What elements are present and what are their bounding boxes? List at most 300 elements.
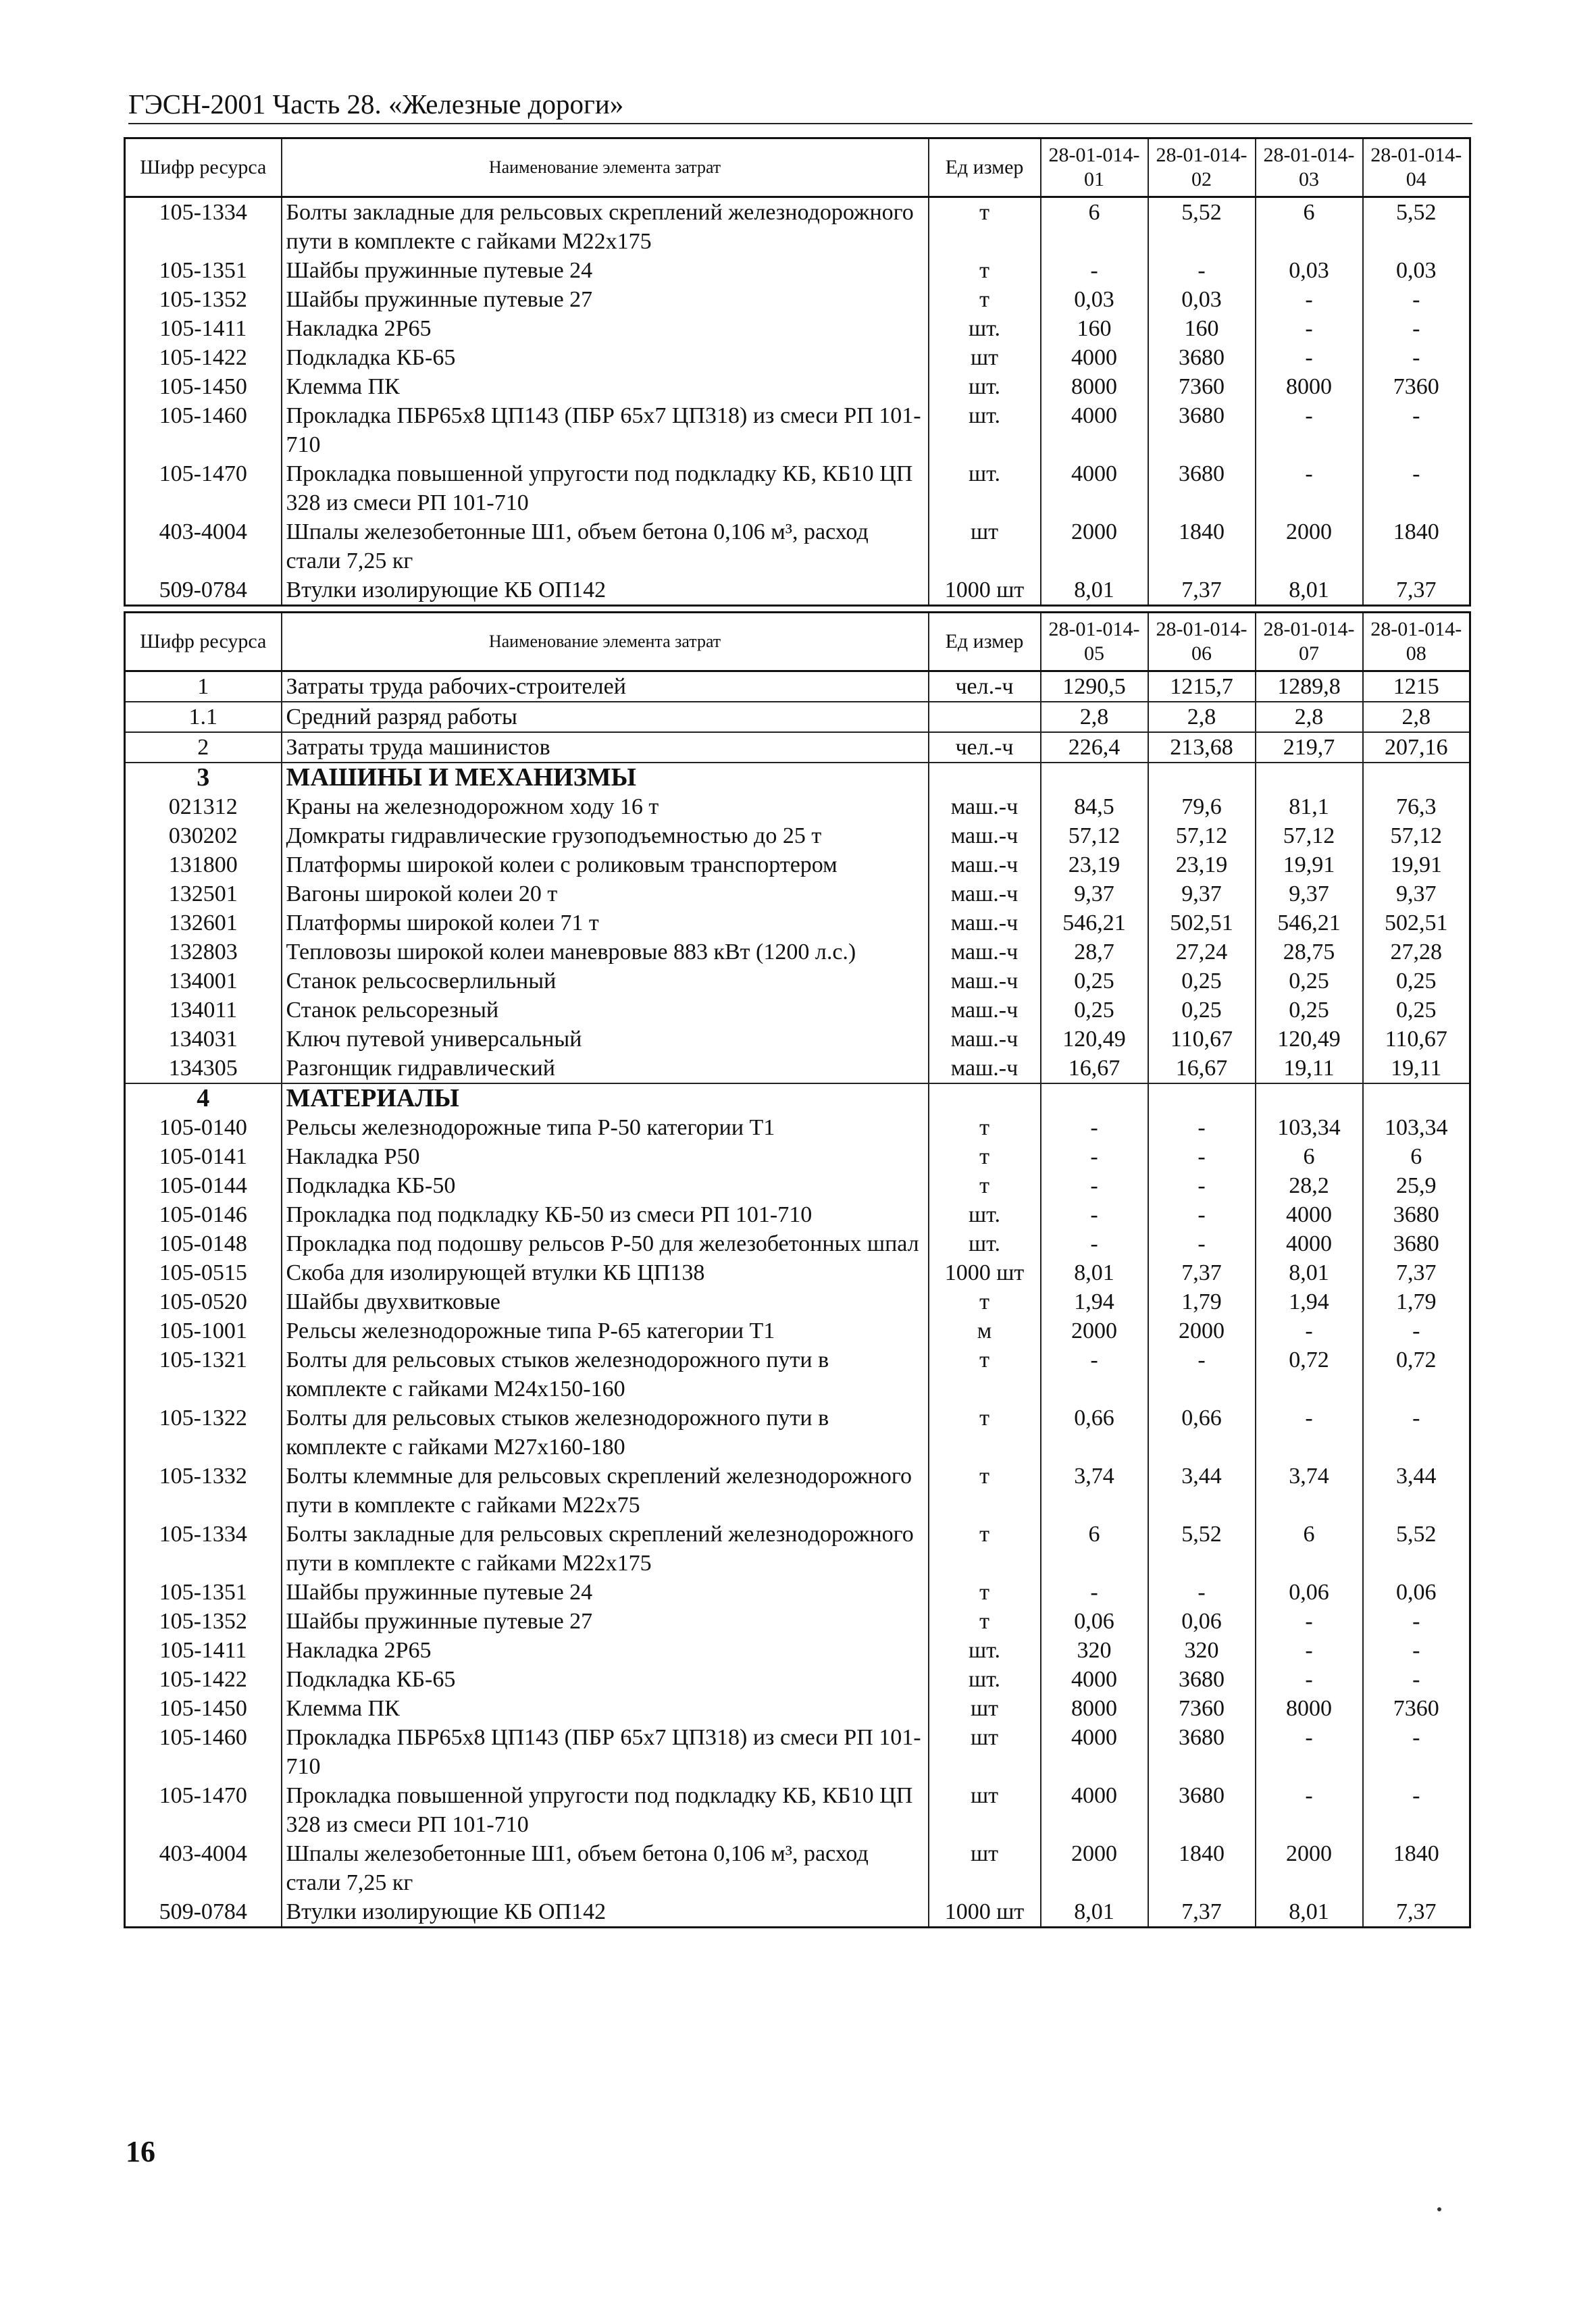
resource-code-cell: 132601	[125, 908, 282, 937]
table-row	[125, 1665, 1470, 1694]
cost-element-name-cell: МАШИНЫ И МЕХАНИЗМЫ	[282, 763, 929, 792]
norm-value-cell: 0,03	[1041, 285, 1148, 314]
norm-value-cell: 19,91	[1256, 850, 1363, 879]
unit-cell: т	[929, 197, 1041, 257]
unit-cell: т	[929, 1607, 1041, 1636]
norm-value-cell: 0,25	[1363, 967, 1470, 996]
norm-value-cell: 1215,7	[1148, 671, 1256, 702]
resource-code-cell: 509-0784	[125, 1897, 282, 1928]
table-row	[125, 996, 1470, 1025]
resource-code-cell: 105-0141	[125, 1142, 282, 1171]
unit-cell: т	[929, 256, 1041, 285]
norm-value-cell: 1840	[1363, 1839, 1470, 1897]
unit-cell: шт	[929, 1839, 1041, 1897]
table-row	[125, 575, 1470, 606]
unit-cell: маш.-ч	[929, 967, 1041, 996]
unit-cell: т	[929, 1113, 1041, 1142]
unit-cell: шт	[929, 343, 1041, 372]
cost-element-name-cell: Подкладка КБ-50	[282, 1171, 929, 1200]
norm-value-cell: 28,7	[1041, 937, 1148, 967]
unit-cell	[929, 763, 1041, 792]
table-header	[125, 613, 1470, 671]
table-row	[125, 1345, 1470, 1404]
header-norm-code: 28-01-014-07	[1256, 613, 1363, 671]
table-row	[125, 702, 1470, 732]
norm-value-cell: 160	[1148, 314, 1256, 343]
unit-cell: 1000 шт	[929, 1258, 1041, 1287]
norm-value-cell: 8000	[1041, 1694, 1148, 1723]
resource-code-cell: 105-1322	[125, 1404, 282, 1462]
resource-code-cell: 134011	[125, 996, 282, 1025]
norm-value-cell: 320	[1041, 1636, 1148, 1665]
cost-element-name-cell: Разгонщик гидравлический	[282, 1054, 929, 1083]
resource-code-cell: 105-1334	[125, 1520, 282, 1578]
norm-value-cell: 2000	[1256, 1839, 1363, 1897]
norm-value-cell: 6	[1363, 1142, 1470, 1171]
resource-code-cell: 3	[125, 763, 282, 792]
resource-code-cell: 021312	[125, 792, 282, 821]
unit-cell: чел.-ч	[929, 732, 1041, 763]
norm-value-cell: 2,8	[1148, 702, 1256, 732]
cost-element-name-cell: Рельсы железнодорожные типа Р-50 категории Т1	[282, 1113, 929, 1142]
unit-cell	[929, 1083, 1041, 1113]
norm-value-cell: 0,03	[1148, 285, 1256, 314]
header-cost-element-name: Наименование элемента затрат	[282, 613, 929, 671]
cost-element-name-cell: Шайбы пружинные путевые 27	[282, 285, 929, 314]
table-row	[125, 1520, 1470, 1578]
resource-code-cell: 105-1351	[125, 1578, 282, 1607]
norm-value-cell: 8,01	[1041, 1258, 1148, 1287]
norm-value-cell: 8,01	[1256, 1258, 1363, 1287]
norm-value-cell: -	[1148, 1229, 1256, 1258]
resource-code-cell: 403-4004	[125, 517, 282, 575]
norm-value-cell: 6	[1041, 1520, 1148, 1578]
resource-code-cell: 1.1	[125, 702, 282, 732]
norm-value-cell: 8,01	[1256, 1897, 1363, 1928]
norm-value-cell: 57,12	[1363, 821, 1470, 850]
norm-value-cell: 25,9	[1363, 1171, 1470, 1200]
norm-value-cell: -	[1148, 256, 1256, 285]
norm-value-cell: 2,8	[1041, 702, 1148, 732]
resource-code-cell: 105-0520	[125, 1287, 282, 1316]
unit-cell: т	[929, 285, 1041, 314]
table-row	[125, 1113, 1470, 1142]
table-row	[125, 197, 1470, 257]
resource-code-cell: 132501	[125, 879, 282, 908]
table-row	[125, 372, 1470, 401]
norm-value-cell: -	[1363, 285, 1470, 314]
resource-code-cell: 4	[125, 1083, 282, 1113]
norm-value-cell: 1,79	[1148, 1287, 1256, 1316]
norm-value-cell: -	[1148, 1171, 1256, 1200]
norm-value-cell: 0,25	[1041, 996, 1148, 1025]
norm-value-cell	[1363, 1083, 1470, 1113]
unit-cell: шт	[929, 517, 1041, 575]
norm-value-cell: 0,72	[1363, 1345, 1470, 1404]
norm-value-cell: 4000	[1256, 1229, 1363, 1258]
unit-cell: шт.	[929, 314, 1041, 343]
cost-element-name-cell: Втулки изолирующие КБ ОП142	[282, 575, 929, 606]
norm-value-cell: 1840	[1148, 517, 1256, 575]
norm-value-cell: 0,72	[1256, 1345, 1363, 1404]
norm-value-cell: 23,19	[1148, 850, 1256, 879]
norm-value-cell: 3680	[1148, 1781, 1256, 1839]
norm-value-cell: 2000	[1148, 1316, 1256, 1345]
resource-code-cell: 105-1332	[125, 1462, 282, 1520]
unit-cell: чел.-ч	[929, 671, 1041, 702]
norm-value-cell: -	[1256, 1781, 1363, 1839]
norm-value-cell: 1,79	[1363, 1287, 1470, 1316]
stray-dot	[1437, 2207, 1441, 2211]
table-row	[125, 1694, 1470, 1723]
table-row	[125, 732, 1470, 763]
cost-element-name-cell: Шайбы пружинные путевые 24	[282, 1578, 929, 1607]
norm-value-cell: 1840	[1148, 1839, 1256, 1897]
cost-element-name-cell: Шпалы железобетонные Ш1, объем бетона 0,106 м³, расход стали 7,25 кг	[282, 517, 929, 575]
norm-value-cell: 3680	[1148, 1665, 1256, 1694]
norm-value-cell: 27,28	[1363, 937, 1470, 967]
norm-value-cell: 0,25	[1148, 967, 1256, 996]
cost-element-name-cell: Рельсы железнодорожные типа Р-65 категории Т1	[282, 1316, 929, 1345]
page-header: ГЭСН-2001 Часть 28. «Железные дороги»	[128, 86, 1472, 124]
norm-value-cell: -	[1256, 1316, 1363, 1345]
table-row	[125, 1404, 1470, 1462]
norm-value-cell: 57,12	[1148, 821, 1256, 850]
table-row	[125, 967, 1470, 996]
cost-element-name-cell: Прокладка повышенной упругости под подкладку КБ, КБ10 ЦП 328 из смеси РП 101-710	[282, 1781, 929, 1839]
norm-value-cell: 8,01	[1256, 575, 1363, 606]
norm-value-cell: 6	[1256, 1520, 1363, 1578]
resource-code-cell: 105-1334	[125, 197, 282, 257]
norm-value-cell: 3680	[1363, 1229, 1470, 1258]
cost-element-name-cell: Скоба для изолирующей втулки КБ ЦП138	[282, 1258, 929, 1287]
norm-value-cell: 19,91	[1363, 850, 1470, 879]
resource-code-cell: 105-0146	[125, 1200, 282, 1229]
resource-code-cell: 105-1352	[125, 1607, 282, 1636]
norm-value-cell: 4000	[1041, 459, 1148, 517]
norm-value-cell: -	[1148, 1200, 1256, 1229]
table-row	[125, 1839, 1470, 1897]
cost-element-name-cell: Болты закладные для рельсовых скреплений железнодорожного пути в комплекте с гайками М22х175	[282, 197, 929, 257]
norm-value-cell: 7,37	[1148, 1258, 1256, 1287]
norm-value-cell: 9,37	[1041, 879, 1148, 908]
cost-element-name-cell: Прокладка ПБР65х8 ЦП143 (ПБР 65х7 ЦП318) из смеси РП 101-710	[282, 1723, 929, 1781]
cost-element-name-cell: Платформы широкой колеи с роликовым транспортером	[282, 850, 929, 879]
unit-cell: маш.-ч	[929, 792, 1041, 821]
norm-value-cell: 81,1	[1256, 792, 1363, 821]
norm-value-cell: 213,68	[1148, 732, 1256, 763]
norm-value-cell	[1256, 763, 1363, 792]
norm-value-cell: -	[1041, 1345, 1148, 1404]
norm-value-cell: 8000	[1256, 1694, 1363, 1723]
cost-element-name-cell: Болты для рельсовых стыков железнодорожного пути в комплекте с гайками М27х160-180	[282, 1404, 929, 1462]
section-row	[125, 763, 1470, 792]
norm-value-cell: 103,34	[1363, 1113, 1470, 1142]
cost-element-name-cell: Шайбы пружинные путевые 24	[282, 256, 929, 285]
resource-code-cell: 105-0144	[125, 1171, 282, 1200]
unit-cell: шт.	[929, 459, 1041, 517]
unit-cell: маш.-ч	[929, 821, 1041, 850]
norm-value-cell	[1148, 1083, 1256, 1113]
table-row	[125, 671, 1470, 702]
norm-value-cell: 2000	[1041, 1316, 1148, 1345]
resource-code-cell: 105-1422	[125, 1665, 282, 1694]
unit-cell: маш.-ч	[929, 879, 1041, 908]
resource-code-cell: 105-1351	[125, 256, 282, 285]
norm-value-cell: 3680	[1148, 1723, 1256, 1781]
table-row	[125, 314, 1470, 343]
norm-value-cell: 3680	[1363, 1200, 1470, 1229]
norm-value-cell	[1041, 1083, 1148, 1113]
norm-value-cell: 110,67	[1148, 1025, 1256, 1054]
header-norm-code: 28-01-014-02	[1148, 138, 1256, 197]
norm-value-cell: 4000	[1041, 401, 1148, 459]
resource-code-cell: 509-0784	[125, 575, 282, 606]
norm-value-cell: 1290,5	[1041, 671, 1148, 702]
norm-value-cell: -	[1363, 314, 1470, 343]
norm-value-cell: 0,25	[1041, 967, 1148, 996]
norm-value-cell: 16,67	[1041, 1054, 1148, 1083]
norm-value-cell: 7,37	[1148, 575, 1256, 606]
cost-element-name-cell: Станок рельсосверлильный	[282, 967, 929, 996]
unit-cell: т	[929, 1578, 1041, 1607]
cost-element-name-cell: Прокладка под подошву рельсов Р-50 для железобетонных шпал	[282, 1229, 929, 1258]
norm-value-cell: 546,21	[1041, 908, 1148, 937]
unit-cell: шт	[929, 1781, 1041, 1839]
header-resource-code: Шифр ресурса	[125, 613, 282, 671]
cost-element-name-cell: Втулки изолирующие КБ ОП142	[282, 1897, 929, 1928]
norm-value-cell: -	[1041, 1200, 1148, 1229]
cost-element-name-cell: Шайбы пружинные путевые 27	[282, 1607, 929, 1636]
section-row	[125, 1083, 1470, 1113]
norm-value-cell: 0,06	[1256, 1578, 1363, 1607]
resource-code-cell: 105-1460	[125, 401, 282, 459]
norm-value-cell: -	[1256, 343, 1363, 372]
norm-value-cell: 9,37	[1363, 879, 1470, 908]
table-row	[125, 1200, 1470, 1229]
norm-value-cell: 7360	[1148, 1694, 1256, 1723]
norm-value-cell: 8,01	[1041, 575, 1148, 606]
unit-cell: шт	[929, 1723, 1041, 1781]
norm-value-cell	[1041, 763, 1148, 792]
norm-value-cell: 9,37	[1148, 879, 1256, 908]
norm-value-cell: 6	[1256, 197, 1363, 257]
header-cost-element-name: Наименование элемента затрат	[282, 138, 929, 197]
resource-code-cell: 105-1001	[125, 1316, 282, 1345]
norm-value-cell: -	[1041, 1113, 1148, 1142]
table-row	[125, 908, 1470, 937]
norm-value-cell: 4000	[1041, 1723, 1148, 1781]
header-norm-code: 28-01-014-06	[1148, 613, 1256, 671]
unit-cell: шт.	[929, 1665, 1041, 1694]
cost-element-name-cell: Болты клеммные для рельсовых скреплений железнодорожного пути в комплекте с гайками М22х75	[282, 1462, 929, 1520]
cost-element-name-cell: Платформы широкой колеи 71 т	[282, 908, 929, 937]
cost-element-name-cell: Станок рельсорезный	[282, 996, 929, 1025]
norm-value-cell: 8,01	[1041, 1897, 1148, 1928]
norm-value-cell: 76,3	[1363, 792, 1470, 821]
table-row	[125, 1781, 1470, 1839]
table-row	[125, 1229, 1470, 1258]
norm-value-cell: 0,06	[1363, 1578, 1470, 1607]
norm-value-cell: 84,5	[1041, 792, 1148, 821]
norm-value-cell: 1,94	[1256, 1287, 1363, 1316]
table-row	[125, 792, 1470, 821]
cost-element-name-cell: Средний разряд работы	[282, 702, 929, 732]
resource-code-cell: 105-1352	[125, 285, 282, 314]
norm-value-cell: 57,12	[1041, 821, 1148, 850]
table-row	[125, 401, 1470, 459]
cost-element-name-cell: Накладка Р50	[282, 1142, 929, 1171]
cost-element-name-cell: Подкладка КБ-65	[282, 343, 929, 372]
norm-value-cell: -	[1256, 1723, 1363, 1781]
norm-value-cell: 219,7	[1256, 732, 1363, 763]
unit-cell: т	[929, 1142, 1041, 1171]
norm-value-cell: 0,25	[1256, 996, 1363, 1025]
resource-code-cell: 105-0515	[125, 1258, 282, 1287]
table-row	[125, 937, 1470, 967]
table-row	[125, 285, 1470, 314]
table-row	[125, 1142, 1470, 1171]
norm-value-cell: 57,12	[1256, 821, 1363, 850]
resource-code-cell: 105-1450	[125, 1694, 282, 1723]
resource-code-cell: 105-0140	[125, 1113, 282, 1142]
norm-value-cell: 28,75	[1256, 937, 1363, 967]
unit-cell: маш.-ч	[929, 850, 1041, 879]
norm-value-cell: 1,94	[1041, 1287, 1148, 1316]
table-header	[125, 138, 1470, 197]
norm-value-cell: -	[1363, 1607, 1470, 1636]
norm-value-cell: 1215	[1363, 671, 1470, 702]
norm-value-cell: -	[1041, 1229, 1148, 1258]
norm-value-cell: -	[1363, 1316, 1470, 1345]
header-norm-code: 28-01-014-01	[1041, 138, 1148, 197]
norm-value-cell: 0,06	[1041, 1607, 1148, 1636]
page-number: 16	[126, 2135, 155, 2168]
norm-value-cell: -	[1363, 1636, 1470, 1665]
norm-value-cell: 8000	[1256, 372, 1363, 401]
norm-value-cell: 2000	[1041, 1839, 1148, 1897]
norm-value-cell: 0,66	[1041, 1404, 1148, 1462]
unit-cell: шт.	[929, 1229, 1041, 1258]
resource-table-1	[124, 137, 1471, 607]
norm-value-cell: 0,06	[1148, 1607, 1256, 1636]
table-row	[125, 1462, 1470, 1520]
norm-value-cell	[1148, 763, 1256, 792]
norm-value-cell: 3,44	[1363, 1462, 1470, 1520]
norm-value-cell: 3680	[1148, 459, 1256, 517]
cost-element-name-cell: Клемма ПК	[282, 372, 929, 401]
norm-value-cell: 1840	[1363, 517, 1470, 575]
cost-element-name-cell: Болты закладные для рельсовых скреплений железнодорожного пути в комплекте с гайками М22х175	[282, 1520, 929, 1578]
header-norm-code: 28-01-014-03	[1256, 138, 1363, 197]
norm-value-cell: 4000	[1256, 1200, 1363, 1229]
norm-value-cell: -	[1256, 401, 1363, 459]
norm-value-cell: 79,6	[1148, 792, 1256, 821]
norm-value-cell: 27,24	[1148, 937, 1256, 967]
resource-code-cell: 105-1411	[125, 1636, 282, 1665]
cost-element-name-cell: Домкраты гидравлические грузоподъемностью до 25 т	[282, 821, 929, 850]
unit-cell: м	[929, 1316, 1041, 1345]
norm-value-cell: 0,66	[1148, 1404, 1256, 1462]
norm-value-cell: 3,74	[1041, 1462, 1148, 1520]
norm-value-cell: 502,51	[1363, 908, 1470, 937]
norm-value-cell: 103,34	[1256, 1113, 1363, 1142]
cost-element-name-cell: Краны на железнодорожном ходу 16 т	[282, 792, 929, 821]
resource-code-cell: 105-0148	[125, 1229, 282, 1258]
cost-element-name-cell: Подкладка КБ-65	[282, 1665, 929, 1694]
norm-value-cell: -	[1363, 1723, 1470, 1781]
cost-element-name-cell: Клемма ПК	[282, 1694, 929, 1723]
table-row	[125, 1316, 1470, 1345]
norm-value-cell: -	[1363, 459, 1470, 517]
norm-value-cell: -	[1148, 1578, 1256, 1607]
resource-code-cell: 1	[125, 671, 282, 702]
unit-cell: т	[929, 1171, 1041, 1200]
cost-element-name-cell: Накладка 2Р65	[282, 1636, 929, 1665]
norm-value-cell: 7360	[1363, 1694, 1470, 1723]
norm-value-cell: 546,21	[1256, 908, 1363, 937]
cost-element-name-cell: Болты для рельсовых стыков железнодорожного пути в комплекте с гайками М24х150-160	[282, 1345, 929, 1404]
cost-element-name-cell: Шайбы двухвитковые	[282, 1287, 929, 1316]
norm-value-cell: -	[1041, 1171, 1148, 1200]
cost-element-name-cell: Ключ путевой универсальный	[282, 1025, 929, 1054]
cost-element-name-cell: Прокладка повышенной упругости под подкладку КБ, КБ10 ЦП 328 из смеси РП 101-710	[282, 459, 929, 517]
header-norm-code: 28-01-014-04	[1363, 138, 1470, 197]
norm-value-cell: -	[1041, 1578, 1148, 1607]
norm-value-cell: 110,67	[1363, 1025, 1470, 1054]
table-row	[125, 1897, 1470, 1928]
table-row	[125, 1607, 1470, 1636]
unit-cell	[929, 702, 1041, 732]
norm-value-cell: 160	[1041, 314, 1148, 343]
table-row	[125, 850, 1470, 879]
norm-value-cell: 4000	[1041, 1665, 1148, 1694]
norm-value-cell: 7,37	[1363, 1258, 1470, 1287]
norm-value-cell: 2000	[1041, 517, 1148, 575]
norm-value-cell: 2,8	[1363, 702, 1470, 732]
table-row	[125, 343, 1470, 372]
resource-code-cell: 030202	[125, 821, 282, 850]
cost-element-name-cell: Затраты труда машинистов	[282, 732, 929, 763]
norm-value-cell: 19,11	[1256, 1054, 1363, 1083]
resource-code-cell: 2	[125, 732, 282, 763]
norm-value-cell: 0,25	[1148, 996, 1256, 1025]
table-row	[125, 1025, 1470, 1054]
header-norm-code: 28-01-014-08	[1363, 613, 1470, 671]
norm-value-cell: 226,4	[1041, 732, 1148, 763]
norm-value-cell: 5,52	[1148, 197, 1256, 257]
unit-cell: маш.-ч	[929, 908, 1041, 937]
norm-value-cell: 19,11	[1363, 1054, 1470, 1083]
resource-code-cell: 134031	[125, 1025, 282, 1054]
norm-value-cell: -	[1256, 459, 1363, 517]
norm-value-cell: 4000	[1041, 343, 1148, 372]
unit-cell: шт.	[929, 1636, 1041, 1665]
norm-value-cell: 0,03	[1256, 256, 1363, 285]
unit-cell: 1000 шт	[929, 575, 1041, 606]
unit-cell: шт	[929, 1694, 1041, 1723]
cost-element-name-cell: Накладка 2Р65	[282, 314, 929, 343]
resource-code-cell: 134001	[125, 967, 282, 996]
norm-value-cell: -	[1256, 1665, 1363, 1694]
resource-code-cell: 105-1470	[125, 1781, 282, 1839]
table-row	[125, 517, 1470, 575]
norm-value-cell: 3680	[1148, 401, 1256, 459]
norm-value-cell: 502,51	[1148, 908, 1256, 937]
header-unit: Ед измер	[929, 138, 1041, 197]
unit-cell: маш.-ч	[929, 1025, 1041, 1054]
unit-cell: маш.-ч	[929, 1054, 1041, 1083]
